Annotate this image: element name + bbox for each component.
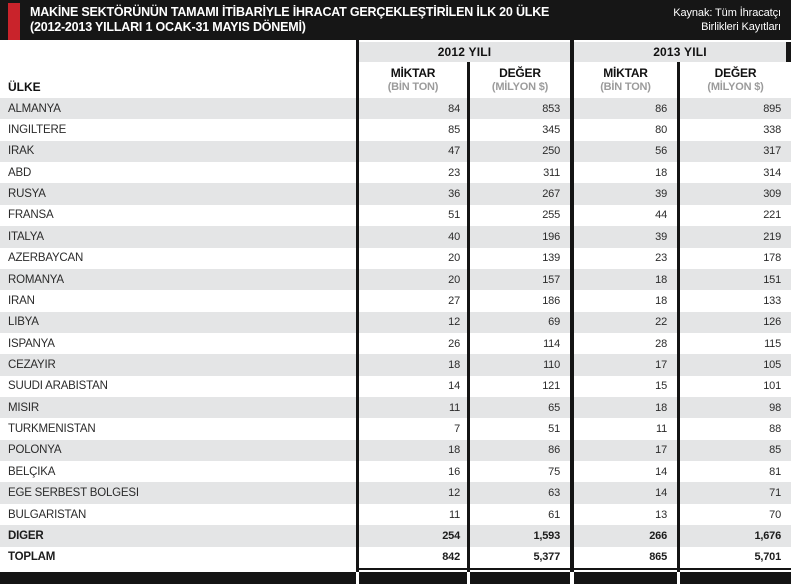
deger-2012-cell: 75	[548, 465, 560, 478]
deger-2012-cell: 86	[548, 444, 560, 457]
source-note-line1: Kaynak: Tüm İhracatçı	[673, 7, 781, 19]
table-row-8	[0, 248, 791, 269]
page-title	[30, 5, 549, 35]
deger-2013-cell: 178	[763, 252, 781, 265]
country-cell: İTALYA	[8, 230, 44, 243]
miktar-2013-cell: 18	[655, 401, 667, 414]
miktar-2012-cell: 27	[448, 294, 460, 307]
miktar-2013-cell: 86	[655, 102, 667, 115]
source-note	[673, 6, 781, 34]
miktar-2013-cell: 80	[655, 124, 667, 137]
country-cell: AZERBAYCAN	[8, 252, 84, 265]
miktar-2013-cell: 18	[655, 273, 667, 286]
table-row-6	[0, 205, 791, 226]
deger-2012-cell: 51	[548, 423, 560, 436]
miktar-2012-cell: 40	[448, 230, 460, 243]
deger-2013-cell: 115	[764, 337, 781, 350]
country-cell: ABD	[8, 166, 32, 179]
red-accent-bar	[8, 3, 20, 40]
miktar-2012-cell: 23	[448, 166, 460, 179]
country-cell: LİBYA	[8, 316, 39, 329]
deger-2013-cell: 5,701	[754, 551, 781, 564]
country-cell: TOPLAM	[8, 551, 56, 564]
miktar-2013-cell: 18	[655, 294, 667, 307]
country-cell: TÜRKMENİSTAN	[8, 423, 96, 436]
column-header-deger-2013	[680, 64, 791, 96]
table-row-19	[0, 482, 791, 503]
footer-bar-segment	[0, 572, 356, 584]
miktar-2012-cell: 842	[442, 551, 460, 564]
table-row-20	[0, 504, 791, 525]
deger-2012-cell: 255	[542, 209, 560, 222]
miktar-2013-cell: 44	[655, 209, 667, 222]
deger-2012-cell: 345	[542, 124, 560, 137]
table-row-14	[0, 376, 791, 397]
table-row-10	[0, 290, 791, 311]
source-note-line2: Birlikleri Kayıtları	[701, 21, 781, 33]
miktar-2012-cell: 16	[448, 465, 460, 478]
country-cell: FRANSA	[8, 209, 54, 222]
table-row-1	[0, 98, 791, 119]
column-header-label: DEĞER	[714, 66, 757, 80]
country-cell: IRAK	[8, 145, 35, 158]
country-cell: İRAN	[8, 294, 35, 307]
footer-bar-segment	[359, 572, 467, 584]
deger-2013-cell: 88	[769, 423, 781, 436]
miktar-2013-cell: 17	[655, 444, 667, 457]
miktar-2012-cell: 36	[448, 188, 460, 201]
country-cell: BULGARİSTAN	[8, 508, 87, 521]
miktar-2013-cell: 865	[649, 551, 667, 564]
table-row-15	[0, 397, 791, 418]
column-header-miktar-2013	[574, 64, 677, 96]
table-row-16	[0, 418, 791, 439]
miktar-2012-cell: 14	[448, 380, 460, 393]
miktar-2013-cell: 39	[655, 230, 667, 243]
miktar-2013-cell: 18	[655, 166, 667, 179]
miktar-2012-cell: 85	[448, 124, 460, 137]
vertical-separator	[467, 62, 470, 572]
footer-bar-segment	[574, 572, 677, 584]
deger-2012-cell: 121	[542, 380, 560, 393]
miktar-2013-cell: 23	[655, 252, 667, 265]
country-cell: ALMANYA	[8, 102, 61, 115]
deger-2012-cell: 63	[548, 487, 560, 500]
country-cell: ROMANYA	[8, 273, 64, 286]
miktar-2012-cell: 12	[448, 487, 460, 500]
column-header-unit: (MİLYON $)	[491, 81, 549, 93]
deger-2013-cell: 151	[763, 273, 781, 286]
deger-2013-cell: 105	[763, 358, 781, 371]
deger-2013-cell: 895	[763, 102, 781, 115]
country-cell: İSPANYA	[8, 337, 55, 350]
deger-2013-cell: 126	[763, 316, 781, 329]
deger-2013-cell: 219	[763, 230, 781, 243]
deger-2013-cell: 314	[763, 166, 781, 179]
year-header-2012: 2012 YILI	[359, 42, 570, 62]
vertical-separator	[677, 62, 680, 572]
footer-bar-segment	[680, 572, 791, 584]
column-header-label: MİKTAR	[603, 66, 648, 80]
table-row-3	[0, 141, 791, 162]
deger-2012-cell: 1,593	[533, 529, 560, 542]
miktar-2012-cell: 18	[448, 444, 460, 457]
country-cell: RUSYA	[8, 188, 46, 201]
column-header-unit: (MİLYON $)	[707, 81, 764, 93]
miktar-2012-cell: 26	[448, 337, 460, 350]
miktar-2013-cell: 39	[655, 188, 667, 201]
deger-2012-cell: 65	[548, 401, 560, 414]
table-row-21	[0, 525, 791, 546]
miktar-2013-cell: 14	[655, 487, 667, 500]
column-header-label: MİKTAR	[390, 66, 436, 80]
miktar-2012-cell: 7	[454, 423, 460, 436]
country-cell: EGE SERBEST BÖLGESİ	[8, 487, 139, 500]
title-band	[0, 0, 791, 40]
miktar-2013-cell: 56	[655, 145, 667, 158]
miktar-2013-cell: 15	[655, 380, 667, 393]
miktar-2013-cell: 28	[655, 337, 667, 350]
table-row-4	[0, 162, 791, 183]
table-row-11	[0, 312, 791, 333]
deger-2013-cell: 71	[769, 487, 781, 500]
table-row-22	[0, 547, 791, 568]
deger-2012-cell: 196	[542, 230, 560, 243]
deger-2013-cell: 309	[763, 188, 781, 201]
deger-2013-cell: 98	[769, 401, 781, 414]
column-header-country: ÜLKE	[8, 80, 41, 94]
deger-2012-cell: 853	[542, 102, 560, 115]
vertical-separator	[570, 40, 574, 572]
column-header-miktar-2012	[359, 64, 467, 96]
table-row-5	[0, 183, 791, 204]
deger-2012-cell: 114	[543, 337, 560, 350]
table-row-7	[0, 226, 791, 247]
country-cell: CEZAYİR	[8, 358, 56, 371]
deger-2013-cell: 317	[763, 145, 781, 158]
year-header-2013: 2013 YILI	[574, 42, 786, 62]
miktar-2012-cell: 18	[448, 358, 460, 371]
table-bottom-rule	[356, 568, 791, 570]
miktar-2012-cell: 20	[448, 252, 460, 265]
page-title-line1: MAKİNE SEKTÖRÜNÜN TAMAMI İTİBARİYLE İHRACAT GERÇEKLEŞTİRİLEN İLK 20 ÜLKE	[30, 5, 550, 19]
miktar-2012-cell: 254	[442, 529, 460, 542]
column-header-unit: (BİN TON)	[600, 81, 651, 93]
deger-2013-cell: 221	[763, 209, 781, 222]
deger-2012-cell: 250	[542, 145, 560, 158]
miktar-2012-cell: 84	[448, 102, 460, 115]
miktar-2012-cell: 11	[448, 401, 460, 414]
country-cell: MISIR	[8, 401, 39, 414]
country-cell: SUUDİ ARABİSTAN	[8, 380, 108, 393]
deger-2012-cell: 69	[548, 316, 560, 329]
deger-2012-cell: 61	[548, 508, 560, 521]
country-cell: BELÇİKA	[8, 465, 56, 478]
deger-2012-cell: 157	[542, 273, 560, 286]
deger-2013-cell: 101	[763, 380, 781, 393]
table-row-2	[0, 119, 791, 140]
year-band-right-cap	[786, 42, 791, 62]
deger-2013-cell: 81	[769, 465, 781, 478]
table-row-9	[0, 269, 791, 290]
miktar-2013-cell: 11	[655, 423, 667, 436]
page-title-line2: (2012-2013 YILLARI 1 OCAK-31 MAYIS DÖNEMİ)	[30, 20, 306, 34]
miktar-2012-cell: 20	[448, 273, 460, 286]
miktar-2012-cell: 47	[448, 145, 460, 158]
table-body	[0, 98, 791, 568]
deger-2013-cell: 133	[763, 294, 781, 307]
miktar-2013-cell: 22	[655, 316, 667, 329]
vertical-separator	[356, 40, 359, 572]
deger-2012-cell: 186	[542, 294, 560, 307]
miktar-2013-cell: 14	[655, 465, 667, 478]
miktar-2013-cell: 266	[649, 529, 667, 542]
miktar-2012-cell: 11	[448, 508, 460, 521]
miktar-2013-cell: 13	[655, 508, 667, 521]
miktar-2012-cell: 51	[448, 209, 460, 222]
deger-2013-cell: 70	[769, 508, 781, 521]
deger-2013-cell: 85	[769, 444, 781, 457]
deger-2012-cell: 5,377	[533, 551, 560, 564]
column-header-deger-2012	[470, 64, 570, 96]
column-header-unit: (BİN TON)	[387, 81, 439, 93]
table-row-13	[0, 354, 791, 375]
table-row-12	[0, 333, 791, 354]
miktar-2012-cell: 12	[448, 316, 460, 329]
deger-2012-cell: 110	[543, 358, 560, 371]
column-header-label: DEĞER	[499, 66, 541, 80]
footer-bar-segment	[470, 572, 570, 584]
table-row-17	[0, 440, 791, 461]
deger-2012-cell: 311	[543, 166, 560, 179]
country-cell: DİĞER	[8, 529, 44, 542]
country-cell: İNGİLTERE	[8, 124, 67, 137]
miktar-2013-cell: 17	[655, 358, 667, 371]
deger-2013-cell: 338	[763, 124, 781, 137]
deger-2012-cell: 267	[542, 188, 560, 201]
table-row-18	[0, 461, 791, 482]
deger-2013-cell: 1,676	[754, 529, 781, 542]
deger-2012-cell: 139	[542, 252, 560, 265]
country-cell: POLONYA	[8, 444, 62, 457]
